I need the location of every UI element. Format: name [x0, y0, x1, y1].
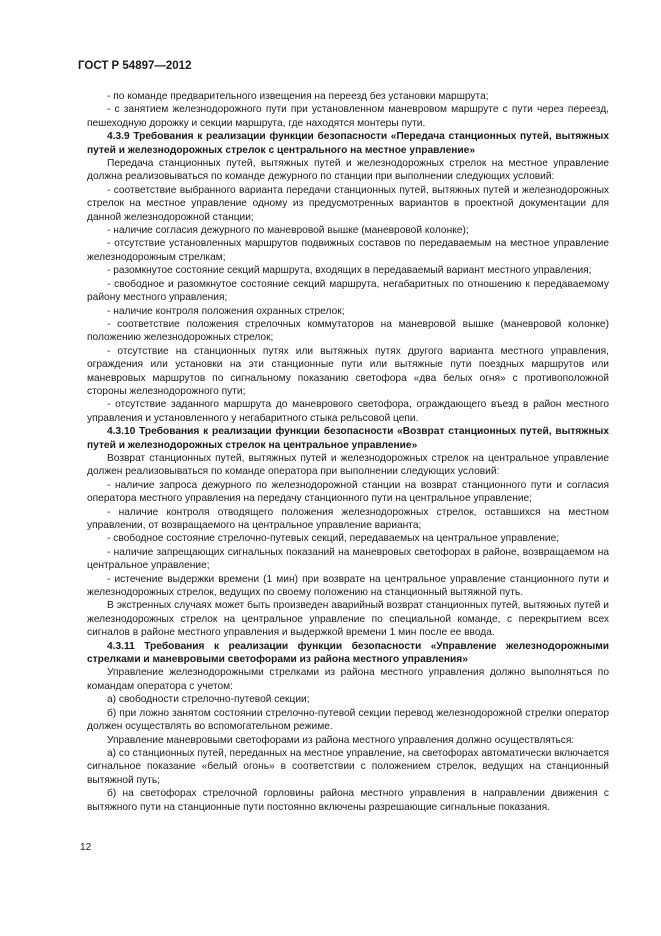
- list-item: б) на светофорах стрелочной горловины района местного управления в направлении движения с вытяжного пути на станционные пути постоянно включены разрешающие сигнальные показания.: [87, 788, 609, 813]
- paragraph: В экстренных случаях может быть произведен аварийный возврат станционных путей, вытяжных путей и железнодорожных стрелок на центральное управление по специальной команде, с перекрытием всех сигналов в районе местного управления и выдержкой времени 1 мин после ее ввода.: [87, 600, 609, 639]
- list-item: - свободное состояние стрелочно-путевых секций, передаваемых на центральное управление;: [107, 533, 560, 545]
- document-header: ГОСТ Р 54897—2012: [78, 60, 192, 72]
- paragraph: Возврат станционных путей, вытяжных путей и железнодорожных стрелок на центральное управление должен реализовываться по команде оператора при выполнении следующих условий:: [87, 452, 609, 478]
- section-heading-4-3-9: 4.3.9 Требования к реализации функции безопасности «Передача станционных путей, вытяжных путей и железнодорожных стрелок с центрального на местное управление»: [87, 131, 609, 156]
- document-body: [87, 90, 609, 814]
- page-number: 12: [80, 842, 92, 853]
- list-item: - отсутствие на станционных путях или вытяжных путях другого варианта местного управления, ограждения или установки на эти станционные пути или вытяжные пути поездных маршрутов или маневровых маршрутов по сигнальному показанию светофора «два белых огня» с противоположной стороны железнодорожного пути;: [87, 345, 609, 397]
- list-item: - истечение выдержки времени (1 мин) при возврате на центральное управление станционного пути и железнодорожных стрелок, ведущих по своему положению на станционный вытяжной путь.: [87, 573, 609, 599]
- list-item: - отсутствие установленных маршрутов подвижных составов по передаваемым на местное управление железнодорожным стрелкам;: [87, 238, 609, 263]
- list-item: - наличие контроля отводящего положения железнодорожных стрелок, оставшихся на местном управлении, от возвращаемого на центральное управление варианта;: [87, 506, 609, 531]
- list-item: - соответствие выбранного варианта передачи станционных путей, вытяжных путей и железнодорожных стрелок на местное управление одному из предусмотренных вариантов в проектной документации для данной железнодорожной станции;: [87, 184, 609, 223]
- list-item: - наличие согласия дежурного по маневровой вышке (маневровой колонке);: [107, 225, 469, 237]
- paragraph: Передача станционных путей, вытяжных путей и железнодорожных стрелок на местное управление должна реализовываться по команде дежурного по станции при выполнении следующих условий:: [87, 158, 609, 183]
- paragraph: Управление железнодорожными стрелками из района местного управления должно выполняться по командам оператора с учетом:: [87, 667, 609, 692]
- list-item: - разомкнутое состояние секций маршрута, входящих в передаваемый вариант местного управления;: [107, 265, 592, 277]
- paragraph: Управление маневровыми светофорами из района местного управления должно осуществляться:: [107, 734, 575, 746]
- section-heading-4-3-10: 4.3.10 Требования к реализации функции безопасности «Возврат станционных путей, вытяжных путей и железнодорожных стрелок на центральное управление»: [87, 426, 609, 451]
- list-item: - с занятием железнодорожного пути при установленном маневровом маршруте с пути через переезд, пешеходную дорожку и секции маршрута, где находятся монтеры пути.: [87, 104, 609, 129]
- list-item: - по команде предварительного извещения на переезд без установки маршрута;: [107, 91, 489, 102]
- list-item: - наличие контроля положения охранных стрелок;: [107, 305, 345, 317]
- list-item: а) свободности стрелочно-путевой секции;: [107, 694, 310, 706]
- list-item: - свободное и разомкнутое состояние секций маршрута, негабаритных по отношению к передаваемому району местного управления;: [87, 278, 609, 304]
- list-item: - соответствие положения стрелочных коммутаторов на маневровой вышке (маневровой колонке) положению железнодорожных стрелок;: [87, 318, 609, 344]
- list-item: - отсутствие заданного маршрута до маневрового светофора, ограждающего въезд в район местного управления и установленного у негабаритного стыка рельсовой цепи.: [87, 399, 609, 424]
- list-item: - наличие запроса дежурного по железнодорожной станции на возврат станционного пути и согласия оператора местного управления на передачу станционного пути на центральное управление;: [87, 479, 609, 505]
- list-item: - наличие запрещающих сигнальных показаний на маневровых светофорах в районе, возвращаемом на центральное управление;: [87, 546, 609, 572]
- section-heading-4-3-11: 4.3.11 Требования к реализации функции безопасности «Управление железнодорожными стрелками и маневровыми светофорами из района местного управления»: [87, 640, 609, 666]
- list-item: б) при ложно занятом состоянии стрелочно-путевой секции перевод железнодорожной стрелки оператор должен осуществлять во вспомогательном режиме.: [87, 707, 609, 733]
- list-item: а) со станционных путей, переданных на местное управление, на светофорах автоматически включается сигнальное показание «белый огонь» в соответствии с положением стрелок, ведущих на станционный вытяжной путь;: [87, 747, 609, 786]
